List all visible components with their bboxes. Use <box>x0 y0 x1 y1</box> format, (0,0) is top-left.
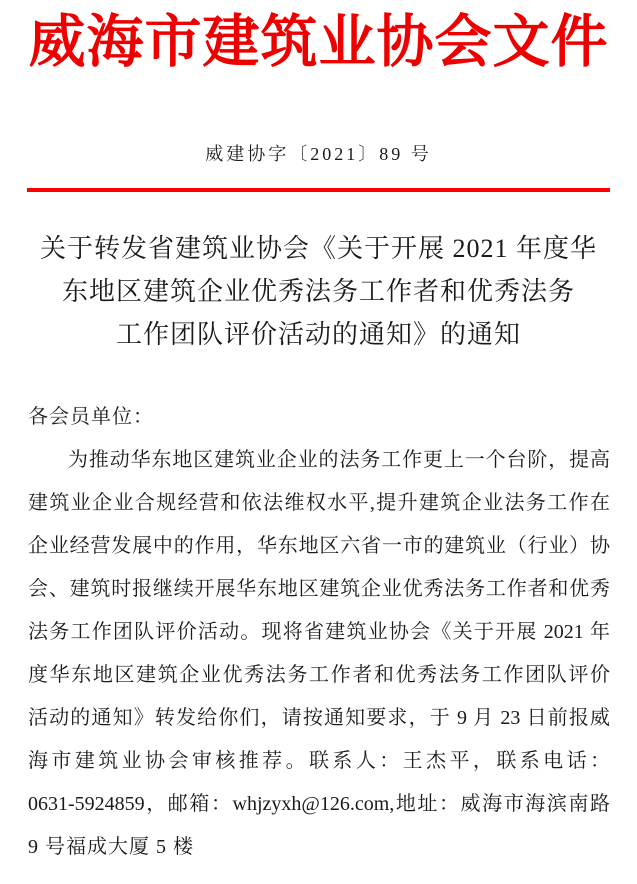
body-text-line: 度华东地区建筑企业优秀法务工作者和优秀法务工作团队评价 <box>28 664 610 686</box>
document-body <box>28 396 610 869</box>
document-title-line: 关于转发省建筑业协会《关于开展 2021 年度华 <box>39 234 597 263</box>
body-text-line: 为推动华东地区建筑业企业的法务工作更上一个台阶，提高 <box>68 449 610 471</box>
org-masthead-title: 威海市建筑业协会文件 <box>28 11 609 74</box>
document-number: 威建协字〔2021〕89 号 <box>205 144 432 164</box>
body-text-line: 会、建筑时报继续开展华东地区建筑企业优秀法务工作者和优秀 <box>28 578 610 600</box>
body-text-line: 海市建筑业协会审核推荐。联系人：王杰平，联系电话： <box>28 750 610 772</box>
salutation: 各会员单位： <box>28 406 154 428</box>
document-title-line: 东地区建筑企业优秀法务工作者和优秀法务 <box>61 277 575 306</box>
body-text-line: 建筑业企业合规经营和依法维权水平,提升建筑企业法务工作在 <box>28 492 610 514</box>
body-text-line: 法务工作团队评价活动。现将省建筑业协会《关于开展 2021 年 <box>28 621 610 643</box>
red-divider-rule <box>27 188 610 192</box>
body-text-line: 0631-5924859，邮箱：whjzyxh@126.com,地址：威海市海滨南路 <box>28 793 610 815</box>
body-text-line: 活动的通知》转发给你们，请按通知要求，于 9 月 23 日前报威 <box>28 707 610 729</box>
body-text-line: 9 号福成大厦 5 楼 <box>28 836 194 858</box>
document-title <box>0 227 637 356</box>
document-title-line: 工作团队评价活动的通知》的通知 <box>115 320 521 349</box>
body-text-line: 企业经营发展中的作用，华东地区六省一市的建筑业（行业）协 <box>28 535 610 557</box>
